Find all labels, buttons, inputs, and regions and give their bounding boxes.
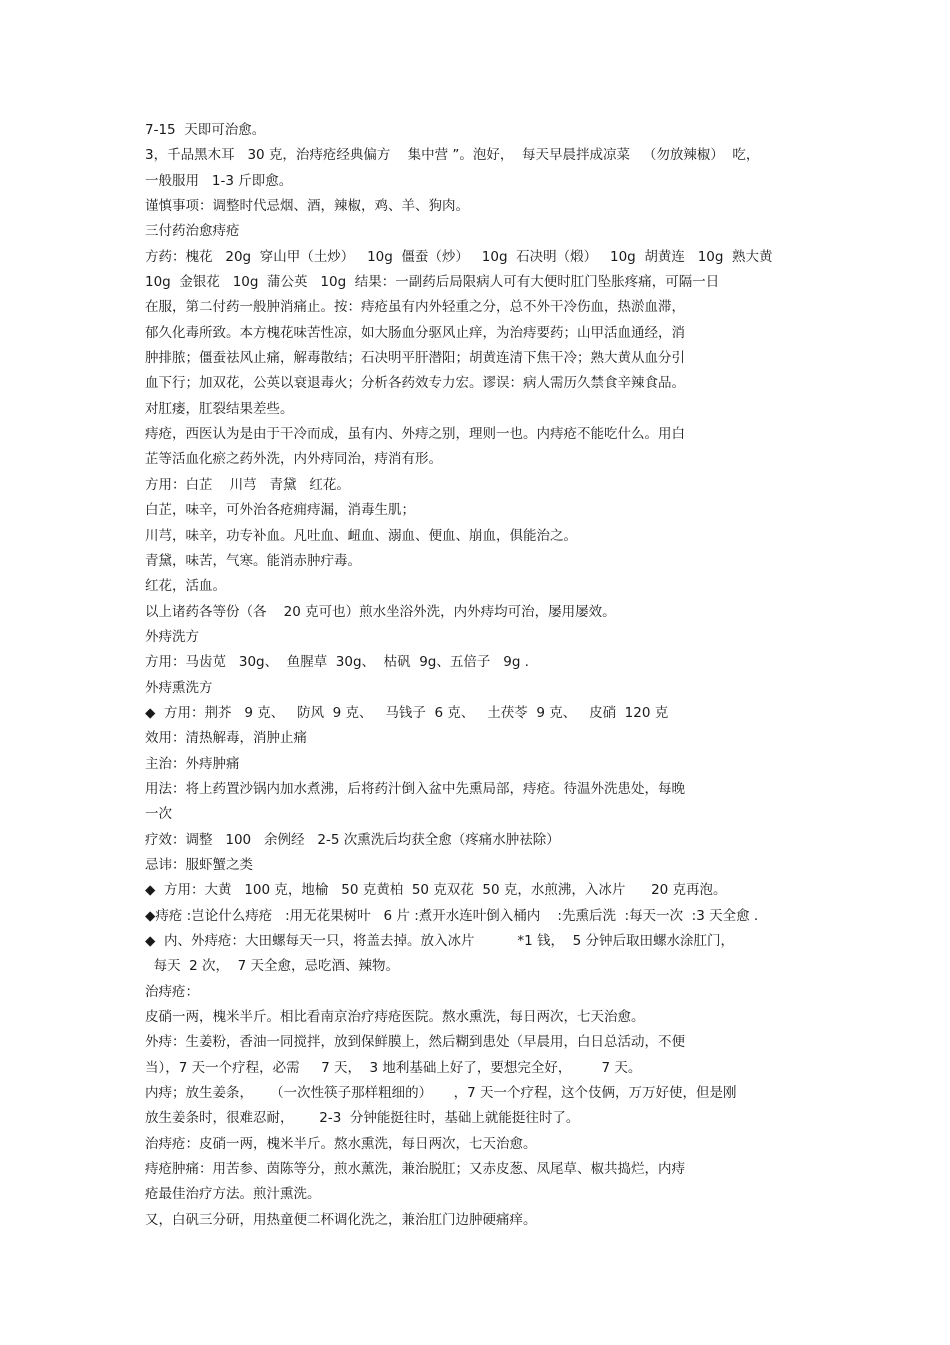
text-line: 方用：马齿苋 30g、 鱼腥草 30g、 枯矾 9g、五倍子 9g . <box>145 654 529 671</box>
text-line: 又，白矾三分研，用热童便二杯调化洗之，兼治肛门边肿硬痛痒。 <box>145 1211 537 1228</box>
text-line: 疮最佳治疗方法。煎汁熏洗。 <box>145 1186 321 1203</box>
text-line: 皮硝一两，槐米半斤。相比看南京治疗痔疮医院。熬水熏洗，每日两次，七天治愈。 <box>145 1009 645 1026</box>
text-line: 青黛，味苦，气寒。能消赤肿疔毒。 <box>145 552 361 569</box>
bullet-line: ◆ 方用：荆芥 9 克、 防风 9 克、 马钱子 6 克、 土茯苓 9 克、 皮硝 120 克 <box>145 704 669 721</box>
text-line: 方用：白芷 川芎 青黛 红花。 <box>145 476 350 493</box>
text-line: 当），7 天一个疗程，必需 7 天， 3 地利基础上好了，要想完全好， 7 天。 <box>145 1059 642 1076</box>
text-line: 白芷，味辛，可外治各疮痈痔漏，消毒生肌； <box>145 502 415 519</box>
bullet-line: ◆ 方用：大黄 100 克，地榆 50 克黄柏 50 克双花 50 克，水煎沸，入冰片 20 克再泡。 <box>145 882 727 899</box>
text-line: 疗效：调整 100 余例经 2-5 次熏洗后均获全愈（疼痛水肿祛除） <box>145 831 560 848</box>
text-line: 10g 金银花 10g 蒲公英 10g 结果：一副药后局限病人可有大便时肛门坠胀疼痛，可隔一日 <box>145 274 720 291</box>
text-line: 血下行；加双花，公英以衰退毒火；分析各药效专力宏。谬误：病人需历久禁食辛辣食品。 <box>145 375 685 392</box>
text-line: 郁久化毒所致。本方槐花味苦性凉，如大肠血分驱风止痒，为治痔要药；山甲活血通经，消 <box>145 324 685 341</box>
text-line: 谨慎事项：调整时代忌烟、酒，辣椒，鸡、羊、狗肉。 <box>145 198 469 215</box>
text-line: 川芎，味辛，功专补血。凡吐血、衄血、溺血、便血、崩血，俱能治之。 <box>145 527 577 544</box>
text-line: 红花，活血。 <box>145 578 226 595</box>
text-line: 主治：外痔肿痛 <box>145 755 240 772</box>
section-heading: 治痔疮： <box>145 983 199 1000</box>
text-line: 内痔；放生姜条， （一次性筷子那样粗细的） ，7 天一个疗程，这个伎俩，万万好使，但是刚 <box>145 1085 737 1102</box>
text-line: 治痔疮：皮硝一两，槐米半斤。熬水熏洗，每日两次，七天治愈。 <box>145 1135 537 1152</box>
text-line: 痔疮，西医认为是由于干冷而成，虽有内、外痔之别，理则一也。内痔疮不能吃什么。用白 <box>145 426 685 443</box>
text-line: 用法：将上药置沙锅内加水煮沸，后将药汁倒入盆中先熏局部，痔疮。待温外洗患处，每晚 <box>145 780 685 797</box>
text-line: 一般服用 1-3 斤即愈。 <box>145 172 293 189</box>
document-body <box>145 118 825 1233</box>
text-line: 7-15 天即可治愈。 <box>145 122 266 138</box>
section-heading: 外痔洗方 <box>145 628 199 645</box>
text-line: 每天 2 次， 7 天全愈，忌吃酒、辣物。 <box>145 958 400 975</box>
bullet-line: ◆ 内、外痔疮：大田螺每天一只，将盖去掉。放入冰片 *1 钱， 5 分钟后取田螺水涂肛门， <box>145 933 734 949</box>
text-line: 效用：清热解毒，消肿止痛 <box>145 730 307 747</box>
text-line: 方药：槐花 20g 穿山甲（土炒） 10g 僵蚕（炒） 10g 石决明（煅） 10g 胡黄连 10g 熟大黄 <box>145 248 773 265</box>
bullet-line: ◆痔疮 :岂论什么痔疮 :用无花果树叶 6 片 :煮开水连叶倒入桶内 :先熏后洗 :每天一次 :3 天全愈 . <box>145 907 759 924</box>
section-heading: 三付药治愈痔疮 <box>145 223 240 240</box>
text-line: 放生姜条时，很难忍耐， 2-3 分钟能挺往时，基础上就能挺往时了。 <box>145 1110 580 1127</box>
text-line: 一次 <box>145 806 172 823</box>
text-line: 外痔：生姜粉，香油一同搅拌，放到保鲜膜上，然后糊到患处（早晨用，白日总活动，不便 <box>145 1034 685 1051</box>
text-line: 以上诸药各等份（各 20 克可也）煎水坐浴外洗，内外痔均可治，屡用屡效。 <box>145 603 616 620</box>
text-line: 3，千品黑木耳 30 克，治痔疮经典偏方 集中营 ”。泡好， 每天早晨拌成凉菜 （勿放辣椒） 吃， <box>145 147 760 164</box>
text-line: 忌讳：服虾蟹之类 <box>145 856 253 873</box>
text-line: 肿排脓；僵蚕祛风止痛，解毒散结；石决明平肝潜阳；胡黄连清下焦干冷；熟大黄从血分引 <box>145 350 685 367</box>
text-line: 在服，第二付药一般肿消痛止。按：痔疮虽有内外轻重之分，总不外干冷伤血，热淤血滞， <box>145 299 685 316</box>
section-heading: 外痔熏洗方 <box>145 679 213 696</box>
text-line: 痔疮肿痛：用苦参、茵陈等分，煎水薰洗，兼治脱肛；又赤皮葱、凤尾草、椒共捣烂，内痔 <box>145 1161 685 1178</box>
text-line: 对肛瘘，肛裂结果差些。 <box>145 400 294 417</box>
text-line: 芷等活血化瘀之药外洗，内外痔同治，痔消有形。 <box>145 451 442 468</box>
